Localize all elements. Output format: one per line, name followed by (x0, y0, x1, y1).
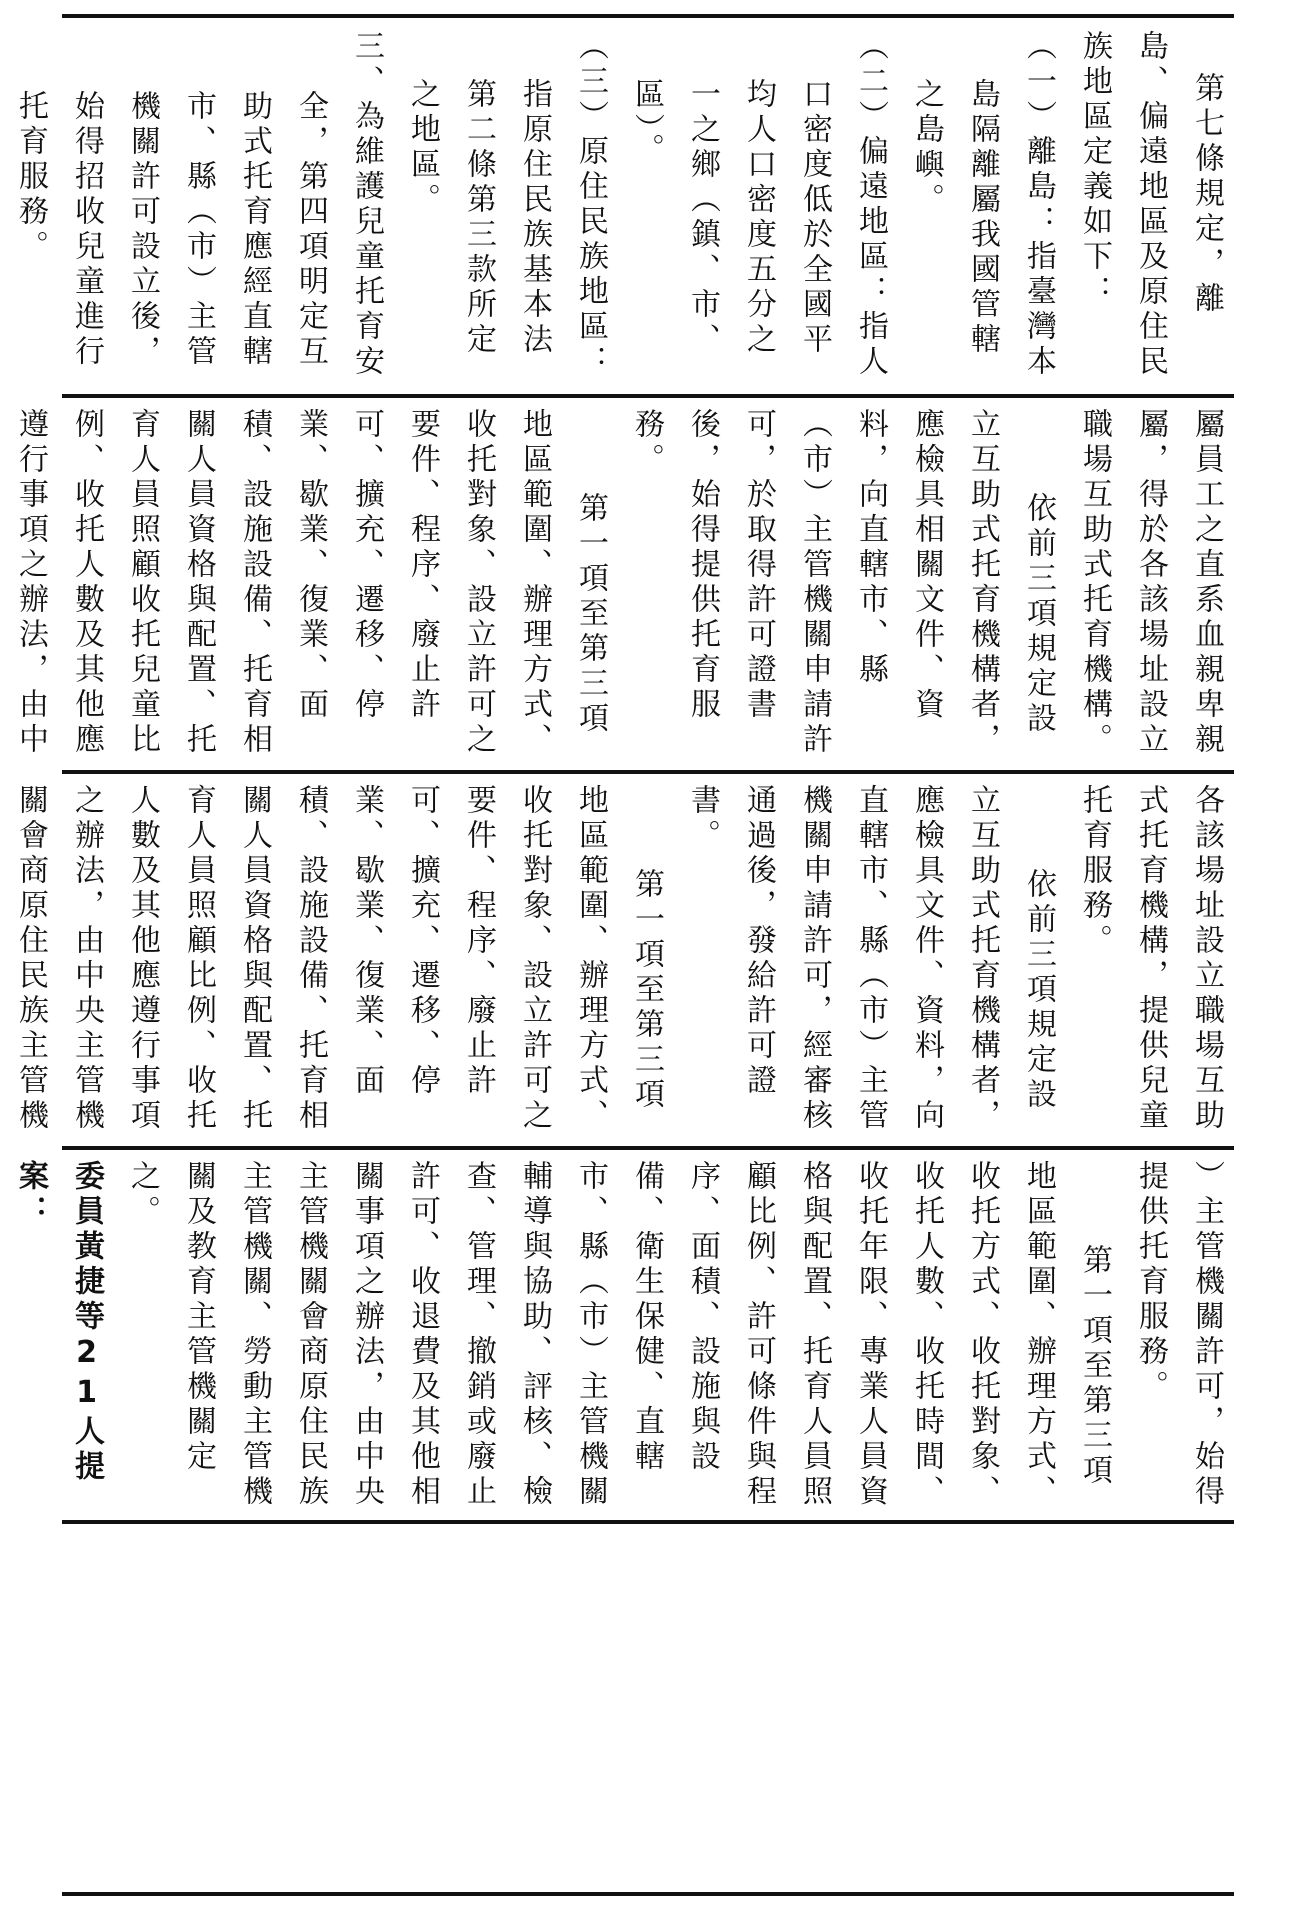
c2-paragraph-3: 第一項至第三項地區範圍、辦理方式、收托對象、設立許可之要件、程序、廢止許可、擴充、遷移、停業、歇業、復業、面積、設施設備、托育相關人員資格與配置、托育人員照顧收托兒童比例、收托人數及其他應遵行事項之辦法，由中 (13, 408, 608, 758)
c1-item-3: （三）原住民族地區：指原住民族基本法第二條第三款所定之地區。 (405, 30, 608, 380)
row-rule-4 (62, 1520, 1234, 1524)
c3-paragraph-3: 第一項至第三項地區範圍、辦理方式、收托對象、設立許可之要件、程序、廢止許可、擴充、遷移、停業、歇業、復業、面積、設施設備、托育相關人員資格與配置、托育人員照顧比例、收托人數及其他應遵行事項之辦法，由中央主管機關會商原住民族主管機 (13, 784, 664, 1134)
c2-paragraph-1: 屬員工之直系血親卑親屬，得於各該場址設立職場互助式托育機構。 (1077, 408, 1224, 758)
column-4 (13, 1160, 1234, 1516)
c2-paragraph-2: 依前三項規定設立互助式托育機構者，應檢具相關文件、資料，向直轄市、縣（市）主管機關申請許可，於取得許可證書後，始得提供托育服務。 (629, 408, 1056, 758)
c4-article (0, 1160, 2, 1516)
c3-paragraph-2: 依前三項規定設立互助式托育機構者，應檢具文件、資料，向直轄市、縣（市）主管機關申請許可，經審核通過後，發給許可證書。 (685, 784, 1056, 1134)
c1-item-1: （一）離島：指臺灣本島隔離屬我國管轄之島嶼。 (909, 30, 1056, 380)
top-rule (62, 14, 1234, 18)
c3-paragraph-1: 各該場址設立職場互助式托育機構，提供兒童托育服務。 (1077, 784, 1224, 1134)
row-rule-1 (62, 394, 1234, 398)
c4-paragraph-2: 第一項至第三項地區範圍、辦理方式、收托方式、收托對象、收托人數、收托時間、收托年限、專業人員資格與配置、托育人員照顧比例、許可條件與程序、面積、設施與設備、衛生保健、直轄市、縣（市）主管機關輔導與協助、評核、檢查、管理、撤銷或廢止許可、收退費及其他相關事項之辦法，由中央主管機關會商原住民族主管機關、勞動主管機關及教育主管機關定之。 (125, 1160, 1112, 1510)
row-rule-2 (62, 770, 1234, 774)
c1-paragraph-1: 第七條規定，離島、偏遠地區及原住民族地區定義如下： (1077, 30, 1224, 380)
c1-paragraph-2: 三、為維護兒童托育安全，第四項明定互助式托育應經直轄市、縣（市）主管機關許可設立後，始得招收兒童進行托育服務。 (13, 30, 384, 380)
c4-proposal-heading: 委員黃捷等21人提案： (13, 1160, 104, 1485)
c4-paragraph-1: ）主管機關許可，始得提供托育服務。 (1133, 1160, 1224, 1510)
column-1 (13, 30, 1234, 386)
c1-paragraph-3 (0, 30, 2, 386)
c1-item-2: （二）偏遠地區：指人口密度低於全國平均人口密度五分之一之鄉（鎮、市、區）。 (629, 30, 888, 380)
row-rule-3 (62, 1146, 1234, 1150)
bottom-rule (62, 1892, 1234, 1896)
column-2 (13, 408, 1234, 764)
column-3 (13, 784, 1234, 1140)
